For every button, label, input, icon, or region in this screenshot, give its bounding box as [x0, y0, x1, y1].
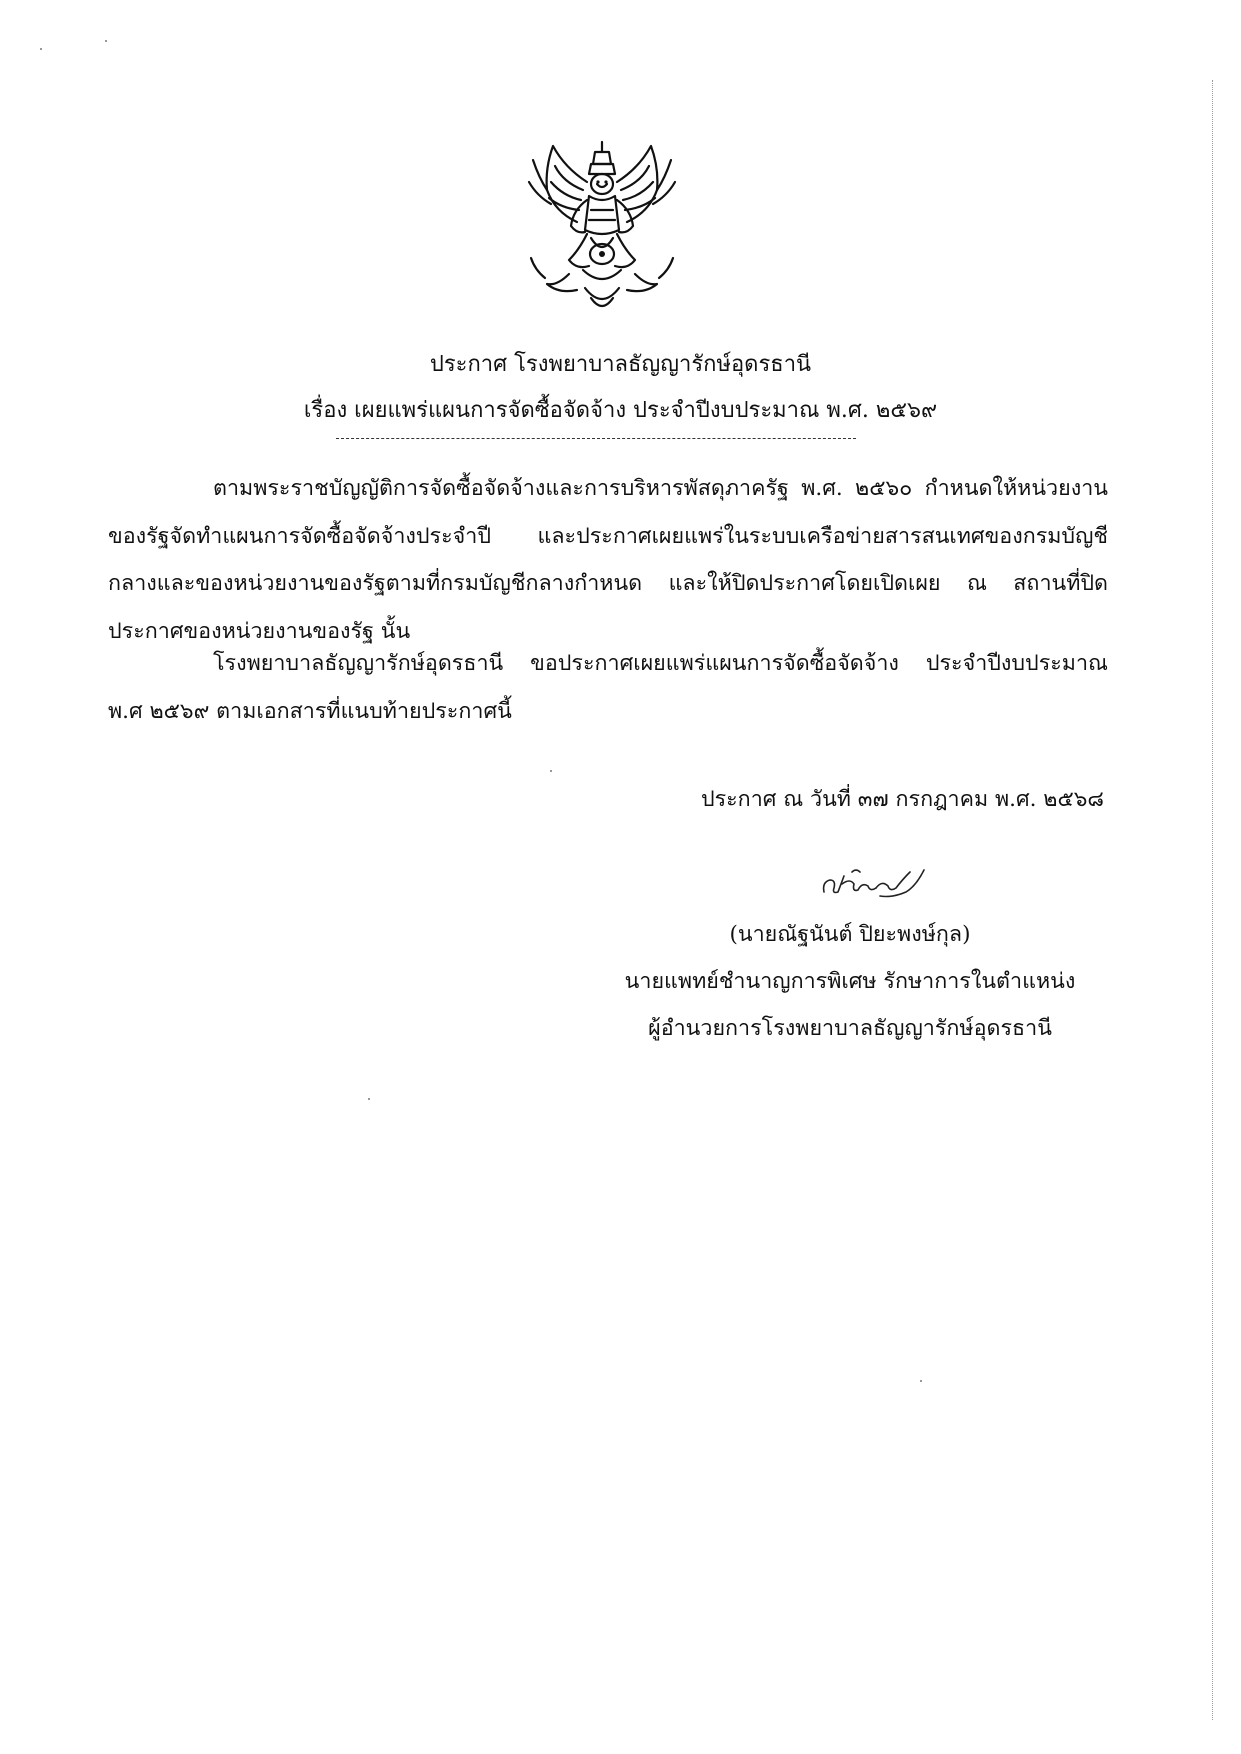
announcement-title: ประกาศ โรงพยาบาลธัญญารักษ์อุดรธานี — [429, 352, 812, 377]
body-paragraph-2: โรงพยาบาลธัญญารักษ์อุดรธานี ขอประกาศเผยแพร่แผนการจัดซื้อจัดจ้าง ประจำปีงบประมาณ พ.ศ ๒๕๖๙ ตามเอกสารที่แนบท้ายประกาศนี้ — [108, 651, 1108, 724]
announcement-date: ประกาศ ณ วันที่ ๓๗ กรกฎาคม พ.ศ. ๒๕๖๘ — [700, 787, 1104, 812]
signatory-position-2: ผู้อำนวยการโรงพยาบาลธัญญารักษ์อุดรธานี — [648, 1016, 1052, 1041]
scan-speck — [368, 1098, 370, 1100]
scan-edge-artifact — [1212, 80, 1213, 1720]
scan-speck — [550, 770, 552, 772]
signatory-position-1: นายแพทย์ชำนาญการพิเศษ รักษาการในตำแหน่ง — [624, 969, 1076, 994]
body-paragraph-1: ตามพระราชบัญญัติการจัดซื้อจัดจ้างและการบริหารพัสดุภาครัฐ พ.ศ. ๒๕๖๐ กำหนดให้หน่วยงานของรัฐจัดทำแผนการจัดซื้อจัดจ้างประจำปี และประกาศเผยแพร่ในระบบเครือข่ายสารสนเทศของกรมบัญชีกลางและของหน่วยงานของรัฐตามที่กรมบัญชีกลางกำหนด และให้ปิดประกาศโดยเปิดเผย ณ สถานที่ปิดประกาศของหน่วยงานของรัฐ นั้น — [108, 476, 1108, 644]
announcement-subject: เรื่อง เผยแพร่แผนการจัดซื้อจัดจ้าง ประจำปีงบประมาณ พ.ศ. ๒๕๖๙ — [303, 398, 938, 423]
scan-speck — [40, 48, 42, 50]
header-divider — [336, 438, 856, 439]
scan-speck — [105, 40, 107, 42]
garuda-emblem-icon — [525, 138, 680, 318]
scan-speck — [920, 1380, 922, 1382]
signature-icon — [818, 862, 928, 904]
signatory-name: (นายณัฐนันต์ ปิยะพงษ์กุล) — [729, 922, 971, 947]
